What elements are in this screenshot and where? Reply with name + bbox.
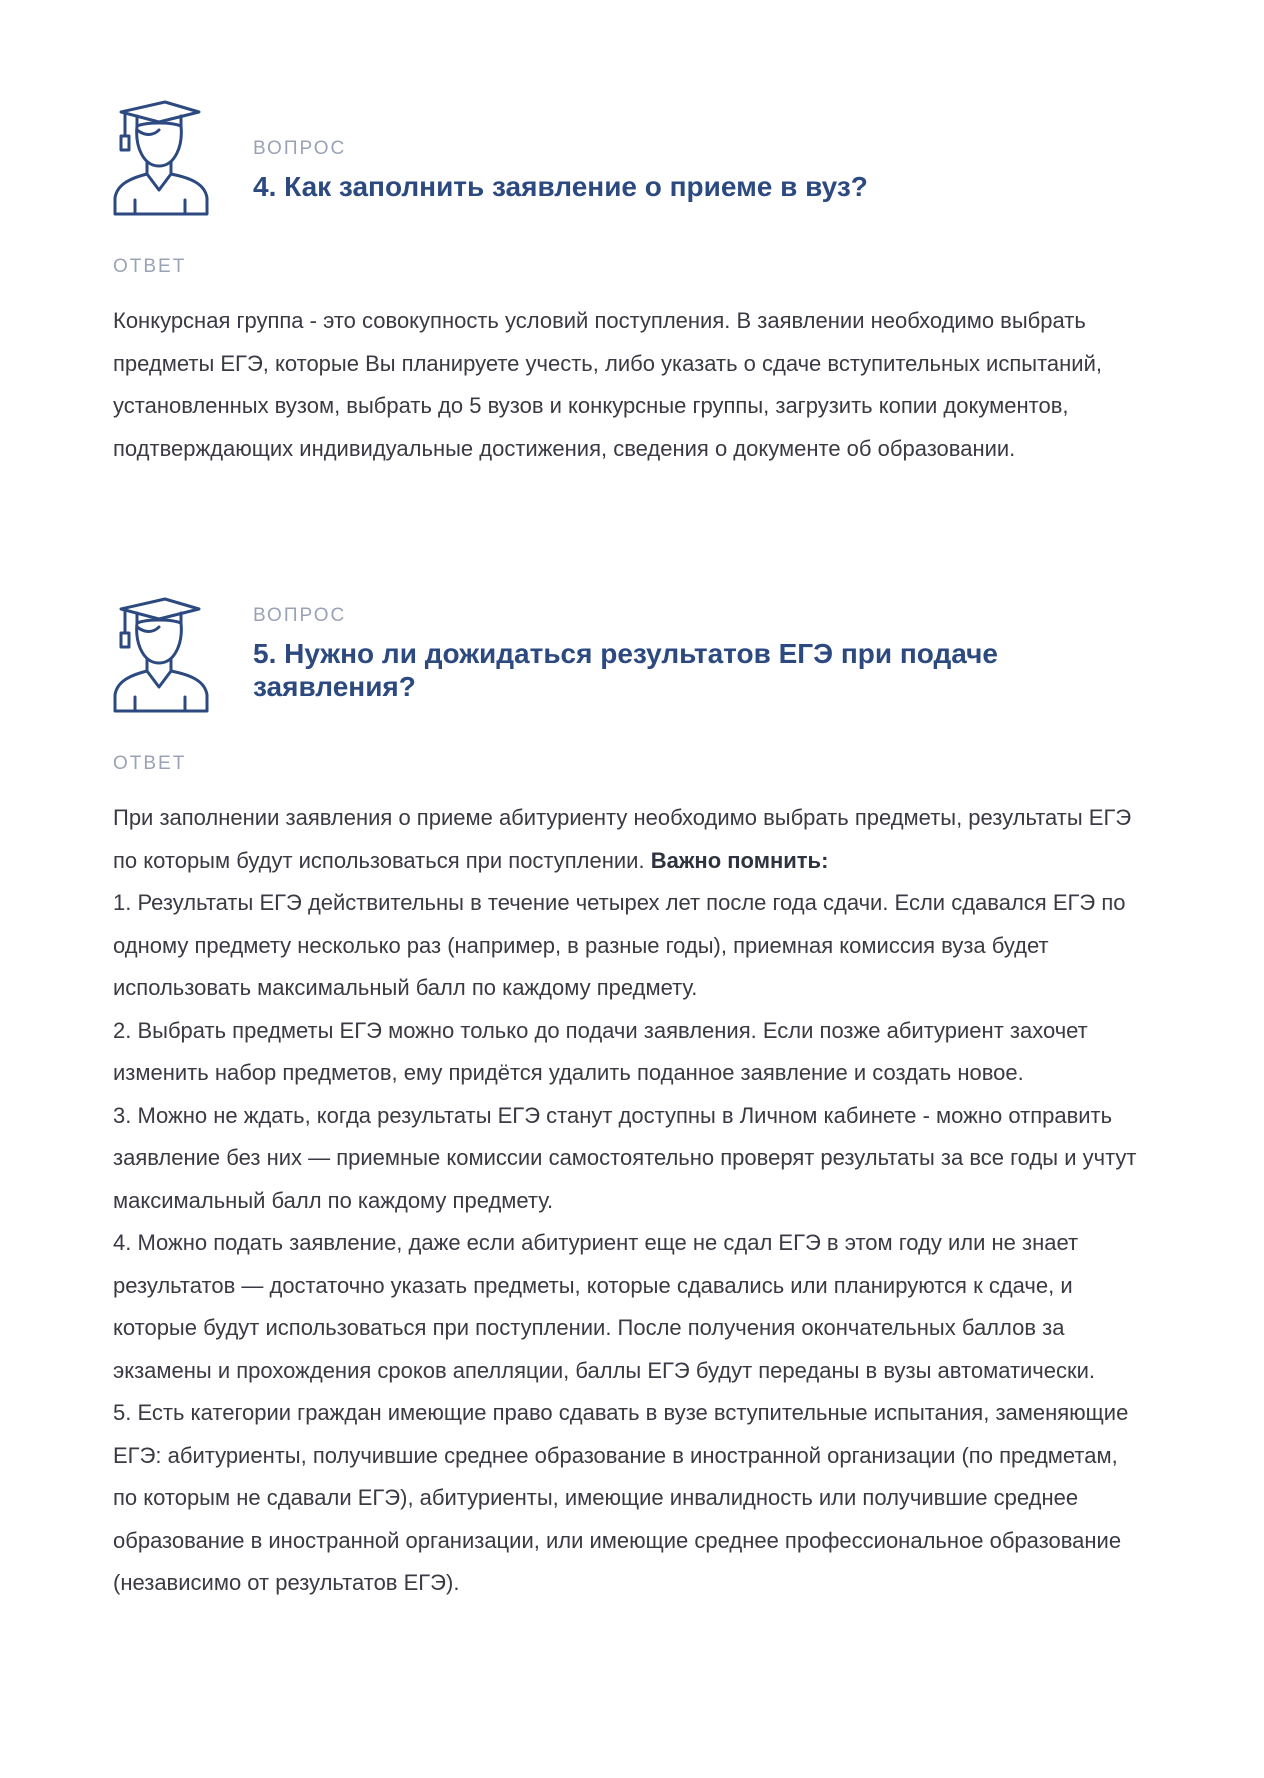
question-title: 4. Как заполнить заявление о приеме в вуз? — [253, 171, 868, 202]
graduate-icon — [113, 597, 209, 713]
faq-item-5 — [113, 593, 1143, 1595]
answer-paragraph: Конкурсная группа - это совокупность условий поступления. В заявлении необходимо выбрать предметы ЕГЭ, которые Вы планируете учесть, либо указать о сдаче вступительных испытаний, установленных вузом, выбрать до 5 вузов и конкурсные группы, загрузить копии документов, подтверждающих индивидуальные достижения, сведения о документе об образовании. — [113, 308, 1102, 461]
question-text-block — [253, 605, 1133, 703]
answer-label: ОТВЕТ — [113, 256, 187, 277]
answer-intro-text: При заполнении заявления о приеме абитуриенту необходимо выбрать предметы, результаты ЕГЭ по которым будут использоваться при поступлении. — [113, 805, 1132, 873]
question-label: ВОПРОС — [253, 138, 347, 159]
graduate-icon — [113, 100, 209, 216]
question-text-block — [253, 138, 1133, 203]
question-header — [113, 96, 1143, 220]
question-label: ВОПРОС — [253, 605, 347, 626]
answer-point-4: 4. Можно подать заявление, даже если абитуриент еще не сдал ЕГЭ в этом году или не знает результатов — достаточно указать предметы, которые сдавались или планируются к сдаче, и которые будут использоваться при поступлении. После получения окончательных баллов за экзамены и прохождения сроков апелляции, баллы ЕГЭ будут переданы в вузы автоматически. — [113, 1230, 1096, 1383]
answer-point-5: 5. Есть категории граждан имеющие право сдавать в вузе вступительные испытания, заменяющие ЕГЭ: абитуриенты, получившие среднее образование в иностранной организации (по предметам, по которым не сдавали ЕГЭ), абитуриенты, имеющие инвалидность или получившие среднее образование в иностранной организации, или имеющие среднее профессиональное образование (независимо от результатов ЕГЭ). — [113, 1400, 1129, 1595]
answer-point-1: 1. Результаты ЕГЭ действительны в течение четырех лет после года сдачи. Если сдавался ЕГЭ по одному предмету несколько раз (например, в разные годы), приемная комиссия вуза будет использовать максимальный балл по каждому предмету. — [113, 890, 1126, 1000]
answer-body — [113, 300, 1143, 470]
question-title: 5. Нужно ли дожидаться результатов ЕГЭ при подаче заявления? — [253, 638, 998, 702]
answer-body — [113, 797, 1143, 1605]
answer-point-2: 2. Выбрать предметы ЕГЭ можно только до подачи заявления. Если позже абитуриент захочет изменить набор предметов, ему придётся удалить поданное заявление и создать новое. — [113, 1017, 1088, 1085]
question-header — [113, 593, 1143, 717]
answer-intro-bold: Важно помнить: — [650, 847, 829, 873]
answer-label: ОТВЕТ — [113, 753, 187, 774]
faq-item-4 — [113, 96, 1143, 461]
answer-point-3: 3. Можно не ждать, когда результаты ЕГЭ станут доступны в Личном кабинете - можно отправить заявление без них — приемные комиссии самостоятельно проверят результаты за все годы и учтут максимальный балл по каждому предмету. — [113, 1102, 1137, 1213]
answer-intro — [113, 797, 1143, 882]
